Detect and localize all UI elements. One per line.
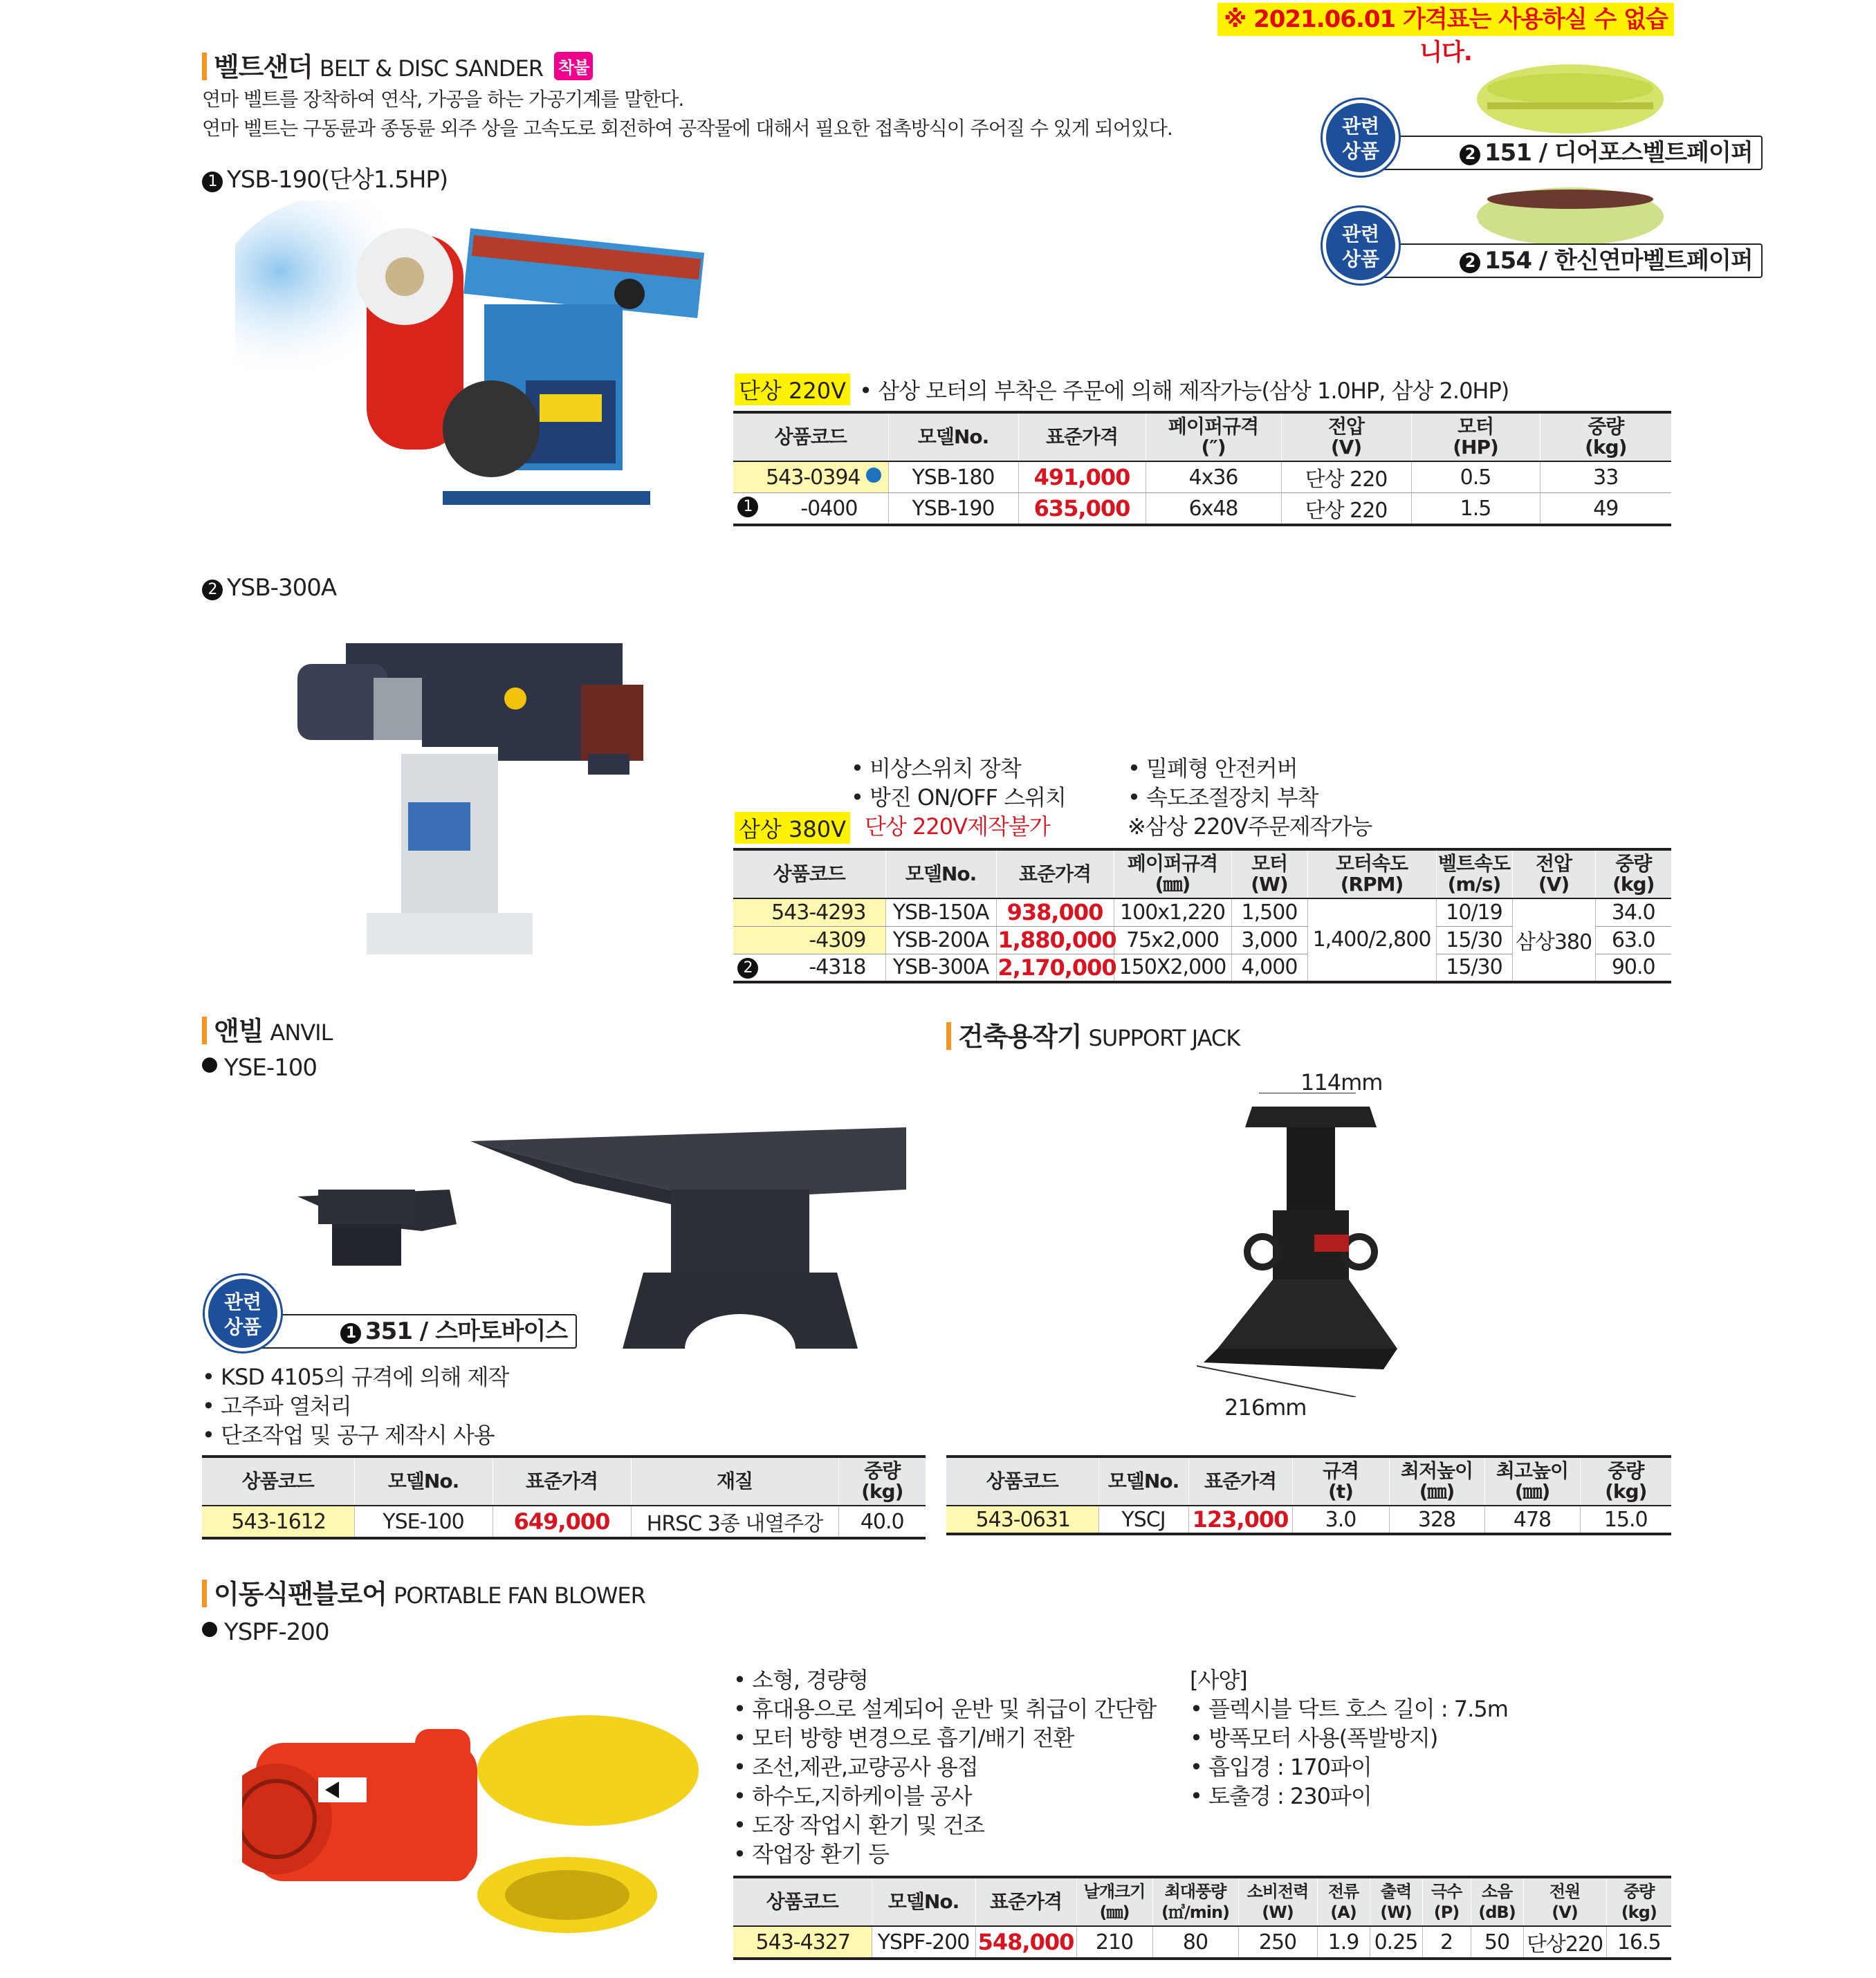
cell-code: 543-4293	[733, 898, 885, 926]
belt-paper-photo-2	[1473, 185, 1667, 248]
cell-max: 478	[1484, 1506, 1580, 1534]
th-code: 상품코드	[946, 1457, 1098, 1506]
belt-sander-table-2	[733, 848, 1671, 983]
th-material: 재질	[631, 1457, 838, 1506]
cell-noise: 50	[1471, 1926, 1523, 1959]
blower-item	[202, 1618, 329, 1646]
blower-title-ko: 이동식팬블로어	[214, 1579, 387, 1609]
feature-item: • 하수도,지하케이블 공사	[733, 1783, 972, 1809]
cell-power: 250	[1238, 1926, 1317, 1959]
feature-item: • 휴대용으로 설계되어 운반 및 취급이 간단함	[733, 1696, 1157, 1722]
cell-motor: 4,000	[1231, 954, 1307, 982]
fan-blower-photo	[242, 1688, 726, 1937]
anvil-item	[202, 1054, 317, 1082]
th-power: 소비전력 (W)	[1238, 1877, 1317, 1926]
jack-section-title	[946, 1015, 1240, 1053]
anvil-features	[202, 1362, 508, 1450]
feature-item: • 밀폐형 안전커버	[1128, 755, 1298, 782]
jack-dim-top: 114mm	[1300, 1069, 1383, 1096]
table-row	[733, 1926, 1671, 1959]
section-accent-bar	[202, 1017, 207, 1044]
cell-weight: 49	[1540, 493, 1671, 526]
spec-title: [사양]	[1190, 1667, 1247, 1693]
related-num: 1	[340, 1323, 361, 1344]
cell-current: 1.9	[1317, 1926, 1370, 1959]
th-belt: 벨트속도 (m/s)	[1436, 849, 1512, 898]
item1-text: YSB-190(단상1.5HP)	[227, 166, 448, 194]
th-model: 모델No.	[354, 1457, 493, 1506]
row-number: 2	[737, 958, 758, 979]
cell-model: YSPF-200	[872, 1926, 975, 1959]
th-model: 모델No.	[888, 412, 1018, 461]
cell-motor: 0.5	[1411, 461, 1540, 493]
cell-paper: 100x1,220	[1114, 898, 1231, 926]
belt-desc-2: 연마 벨트는 구동륜과 종동륜 외주 상을 고속도로 회전하여 공작물에 대해서 필요한 접촉방식이 주어질 수 있게 되어있다.	[202, 117, 1172, 140]
th-model: 모델No.	[885, 849, 996, 898]
th-rpm: 모터속도 (RPM)	[1307, 849, 1436, 898]
cell-price: 491,000	[1018, 461, 1146, 493]
table-row	[733, 898, 1671, 926]
cell-weight: 90.0	[1595, 954, 1671, 982]
cell-volt: 삼상380	[1512, 898, 1595, 982]
th-paper: 페이퍼규격 (″)	[1146, 412, 1281, 461]
cell-paper: 4x36	[1146, 461, 1281, 493]
cell-model: YSB-150A	[885, 898, 996, 926]
th-price: 표준가격	[493, 1457, 631, 1506]
price-notice: ※ 2021.06.01 가격표는 사용하실 수 없습니다.	[1217, 3, 1674, 36]
voltage-2-wrap	[735, 812, 850, 844]
feature-item: • 단조작업 및 공구 제작시 사용	[202, 1422, 495, 1448]
cell-air: 80	[1152, 1926, 1238, 1959]
section-accent-bar	[946, 1022, 951, 1050]
table-row	[202, 1506, 926, 1538]
cell-motor: 3,000	[1231, 926, 1307, 954]
support-jack-photo	[1176, 1093, 1411, 1397]
cell-min: 328	[1389, 1506, 1484, 1534]
th-air: 최대풍량 (㎥/min)	[1152, 1877, 1238, 1926]
jack-title-en: SUPPORT JACK	[1088, 1025, 1240, 1051]
bullet-dot-icon	[202, 1057, 217, 1073]
th-source: 전원 (V)	[1523, 1877, 1606, 1926]
th-motor: 모터 (HP)	[1411, 412, 1540, 461]
cell-source: 단상220	[1523, 1926, 1606, 1959]
table-row	[946, 1506, 1671, 1534]
anvil-item-text: YSE-100	[224, 1054, 317, 1082]
th-weight: 중량 (kg)	[838, 1457, 926, 1506]
table-row	[733, 493, 1671, 526]
blue-dot-icon	[866, 468, 881, 483]
th-code: 상품코드	[202, 1457, 354, 1506]
cell-code: 1 -0400	[733, 493, 888, 526]
th-weight: 중량 (kg)	[1595, 849, 1671, 898]
th-spec: 규격 (t)	[1292, 1457, 1389, 1506]
cell-weight: 34.0	[1595, 898, 1671, 926]
th-paper: 페이퍼규격 (㎜)	[1114, 849, 1231, 898]
cell-weight: 63.0	[1595, 926, 1671, 954]
cell-price: 649,000	[493, 1506, 631, 1538]
cell-model: YSB-300A	[885, 954, 996, 982]
voltage-2: 삼상 380V	[735, 812, 850, 844]
related-label-2[interactable]	[1375, 243, 1763, 278]
blower-section-title	[202, 1573, 645, 1611]
cell-volt: 단상 220	[1281, 461, 1411, 493]
th-weight: 중량 (kg)	[1606, 1877, 1671, 1926]
cell-paper: 6x48	[1146, 493, 1281, 526]
cell-model: YSB-190	[888, 493, 1018, 526]
table-row	[733, 461, 1671, 493]
jack-title-ko: 건축용작기	[958, 1022, 1082, 1052]
cell-model: YSE-100	[354, 1506, 493, 1538]
feature-item: • 작업장 환기 등	[733, 1841, 889, 1867]
jack-dim-bottom: 216mm	[1224, 1394, 1307, 1421]
cell-rpm: 1,400/2,800	[1307, 898, 1436, 982]
belt-title-en: BELT & DISC SANDER	[319, 55, 544, 82]
cell-belt: 15/30	[1436, 954, 1512, 982]
cell-code: -4309	[733, 926, 885, 954]
cell-volt: 단상 220	[1281, 493, 1411, 526]
cell-code: 543-0631	[946, 1506, 1098, 1534]
related-text-2: 154 / 한신연마벨트페이퍼	[1484, 247, 1753, 275]
feature-item: • 도장 작업시 환기 및 건조	[733, 1812, 984, 1838]
section-accent-bar	[202, 53, 207, 80]
related-text-1: 151 / 디어포스벨트페이퍼	[1484, 139, 1753, 167]
feature-item: • 소형, 경량형	[733, 1667, 868, 1693]
feature-item-red: 단상 220V제작불가	[865, 813, 1050, 840]
belt-desc-1: 연마 벨트를 장착하여 연삭, 가공을 하는 가공기계를 말한다.	[202, 88, 684, 111]
cell-code: 543-4327	[733, 1926, 872, 1959]
cell-weight: 33	[1540, 461, 1671, 493]
cell-price: 635,000	[1018, 493, 1146, 526]
features-right	[1128, 754, 1372, 841]
anvil-related-badge: 관련 상품	[205, 1275, 281, 1351]
blower-title-en: PORTABLE FAN BLOWER	[393, 1582, 645, 1609]
th-noise: 소음 (dB)	[1471, 1877, 1523, 1926]
th-weight: 중량 (kg)	[1540, 412, 1671, 461]
th-min: 최저높이 (㎜)	[1389, 1457, 1484, 1506]
item2-label	[202, 574, 336, 602]
feature-item: • 고주파 열처리	[202, 1393, 351, 1419]
feature-item: • 방진 ON/OFF 스위치	[851, 784, 1066, 811]
th-volt: 전압 (V)	[1281, 412, 1411, 461]
th-code: 상품코드	[733, 412, 888, 461]
feature-item: • 비상스위치 장착	[851, 755, 1021, 782]
item2-text: YSB-300A	[227, 574, 337, 602]
th-poles: 극수 (P)	[1422, 1877, 1471, 1926]
cell-output: 0.25	[1370, 1926, 1422, 1959]
anvil-related-label[interactable]	[256, 1314, 577, 1349]
related-num-2: 2	[1460, 252, 1480, 273]
cell-model: YSCJ	[1098, 1506, 1188, 1534]
cell-price: 1,880,000	[996, 926, 1114, 954]
th-blade: 날개크기 (㎜)	[1076, 1877, 1152, 1926]
cell-material: HRSC 3종 내열주강	[631, 1506, 838, 1538]
related-text: 351 / 스마토바이스	[365, 1318, 568, 1345]
jack-table	[946, 1455, 1671, 1535]
th-price: 표준가격	[1018, 412, 1146, 461]
row-number: 1	[737, 497, 758, 517]
cell-model: YSB-200A	[885, 926, 996, 954]
belt-sander-table-1	[733, 411, 1671, 526]
th-current: 전류 (A)	[1317, 1877, 1370, 1926]
th-max: 최고높이 (㎜)	[1484, 1457, 1580, 1506]
th-model: 모델No.	[872, 1877, 975, 1926]
anvil-title-ko: 앤빌	[214, 1016, 264, 1046]
cell-poles: 2	[1422, 1926, 1471, 1959]
th-motor: 모터 (W)	[1231, 849, 1307, 898]
cell-price: 2,170,000	[996, 954, 1114, 982]
blower-item-text: YSPF-200	[224, 1618, 329, 1646]
cell-code: 2 -4318	[733, 954, 885, 982]
th-weight: 중량 (kg)	[1580, 1457, 1671, 1506]
cell-paper: 75x2,000	[1114, 926, 1231, 954]
cell-weight: 16.5	[1606, 1926, 1671, 1959]
anvil-table	[202, 1455, 926, 1540]
item2-number: 2	[202, 580, 223, 600]
cell-spec: 3.0	[1292, 1506, 1389, 1534]
cell-code: 543-0394	[733, 461, 888, 493]
cell-belt: 15/30	[1436, 926, 1512, 954]
feature-item: • 속도조절장치 부착	[1128, 784, 1318, 811]
cell-price: 938,000	[996, 898, 1114, 926]
cell-blade: 210	[1076, 1926, 1152, 1959]
cell-price: 123,000	[1188, 1506, 1292, 1534]
related-num-1: 2	[1460, 145, 1480, 165]
industrial-belt-sander-photo	[277, 622, 692, 968]
th-volt: 전압 (V)	[1512, 849, 1595, 898]
features-left	[851, 754, 1066, 841]
related-label-1[interactable]	[1375, 136, 1763, 170]
cell-motor: 1,500	[1231, 898, 1307, 926]
feature-item: • KSD 4105의 규격에 의해 제작	[202, 1364, 509, 1390]
feature-item: • 모터 방향 변경으로 흡기/배기 전환	[733, 1725, 1074, 1751]
voltage-note-1	[735, 373, 1509, 405]
cell-weight: 15.0	[1580, 1506, 1671, 1534]
feature-item: ※삼상 220V주문제작가능	[1128, 813, 1372, 840]
section-accent-bar	[202, 1580, 207, 1607]
belt-sander-section-title	[202, 46, 593, 84]
note-1: • 삼상 모터의 부착은 주문에 의해 제작가능(삼상 1.0HP, 삼상 2.0HP)	[859, 378, 1509, 404]
cell-model: YSB-180	[888, 461, 1018, 493]
anvil-title-en: ANVIL	[270, 1019, 333, 1046]
cell-belt: 10/19	[1436, 898, 1512, 926]
feature-item: • 조선,제관,교량공사 용접	[733, 1754, 978, 1780]
voltage-1: 단상 220V	[735, 373, 850, 405]
belt-title-ko: 벨트샌더	[214, 52, 313, 82]
cell-paper: 150X2,000	[1114, 954, 1231, 982]
anvil-section-title	[202, 1010, 332, 1048]
th-price: 표준가격	[1188, 1457, 1292, 1506]
cell-motor: 1.5	[1411, 493, 1540, 526]
th-price: 표준가격	[996, 849, 1114, 898]
bullet-dot-icon	[202, 1622, 217, 1637]
th-model: 모델No.	[1098, 1457, 1188, 1506]
belt-sander-photo	[235, 201, 733, 533]
blower-table	[733, 1876, 1671, 1960]
belt-paper-photo-1	[1473, 61, 1667, 137]
item1-number: 1	[202, 172, 223, 192]
spec-item: • 플렉시블 닥트 호스 길이 : 7.5m	[1190, 1696, 1508, 1722]
blower-specs	[1190, 1665, 1508, 1811]
th-price: 표준가격	[975, 1877, 1076, 1926]
th-output: 출력 (W)	[1370, 1877, 1422, 1926]
cod-badge: 착불	[554, 52, 593, 80]
related-badge-2: 관련 상품	[1323, 207, 1399, 284]
th-code: 상품코드	[733, 1877, 872, 1926]
cell-weight: 40.0	[838, 1506, 926, 1538]
spec-item: • 토출경 : 230파이	[1190, 1783, 1372, 1809]
cell-price: 548,000	[975, 1926, 1076, 1959]
related-badge-1: 관련 상품	[1323, 100, 1399, 176]
spec-item: • 흡입경 : 170파이	[1190, 1754, 1372, 1780]
th-code: 상품코드	[733, 849, 885, 898]
spec-item: • 방폭모터 사용(폭발방지)	[1190, 1725, 1438, 1751]
item1-label	[202, 160, 448, 194]
blower-features	[733, 1665, 1156, 1869]
cell-code: 543-1612	[202, 1506, 354, 1538]
